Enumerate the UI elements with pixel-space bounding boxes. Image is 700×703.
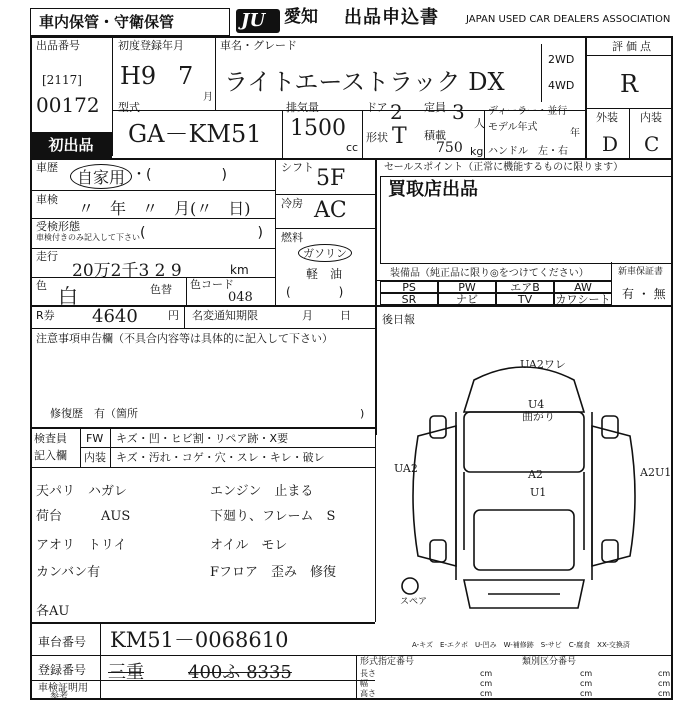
lot-label: 出品番号: [36, 39, 80, 52]
shape-label: 形状: [366, 131, 388, 144]
remark-left-line: 天パリ ハガレ: [36, 484, 128, 499]
interior-check-label: 内装: [84, 451, 106, 464]
chassis-value: KM51－0068610: [110, 628, 289, 652]
color-value: 白: [58, 284, 78, 308]
chassis-label: 車台番号: [38, 635, 87, 649]
warranty-value: 有 ・ 無: [622, 287, 666, 301]
repair-label: 修復歴 有（箇所: [50, 407, 138, 420]
dims-unit: cm: [480, 689, 493, 698]
remark-right-line: オイル モレ: [210, 538, 288, 553]
inspection-label: 車検: [36, 193, 58, 206]
equipment-item: カワシート: [555, 293, 611, 306]
rating-value: R: [620, 70, 639, 98]
org-name: 愛知: [284, 7, 318, 27]
remark-left-line: 荷台 AUS: [36, 509, 131, 524]
model-year-label: モデル年式: [488, 122, 538, 133]
dims-row-label: 高さ: [360, 689, 376, 698]
plate-region: 三重: [108, 662, 144, 683]
registration-year: H9: [120, 62, 157, 90]
storage-badge: 車内保管・守衛保管: [30, 8, 230, 36]
dealer-label: ディーラー・並行: [488, 106, 568, 117]
registration-label: 初度登録年月: [118, 39, 184, 52]
remark-left-line: アオリ トリイ: [36, 538, 127, 553]
equipment-item: エアB: [496, 281, 554, 293]
warranty-label: 新車保証書: [618, 267, 664, 277]
load-label: 積載: [424, 129, 446, 142]
lot-code: [2117]: [42, 73, 82, 87]
equipment-item: PW: [438, 281, 496, 293]
first-listing-badge: 初出品: [30, 132, 112, 158]
doors-label: ドア: [366, 101, 388, 114]
shift-label: シフト: [281, 161, 314, 174]
dims-row-label: 幅: [360, 679, 368, 688]
mileage-label: 走行: [36, 250, 58, 263]
displacement-label: 排気量: [286, 101, 319, 114]
exterior-grade: D: [602, 132, 619, 156]
doors-value: 2: [390, 100, 403, 124]
remark-left-line: カンバン有: [36, 565, 101, 580]
notes-label: 注意事項申告欄（不具合内容等は具体的に記入して下さい）: [36, 332, 333, 345]
shape-value: T: [392, 124, 407, 149]
dims-unit: cm: [580, 679, 593, 688]
ju-logo: JU: [236, 9, 280, 33]
dims-unit: cm: [658, 669, 671, 678]
exterior-label: 外装: [596, 111, 618, 124]
fw-label: FW: [86, 432, 104, 445]
selling-points-label: セールスポイント（正常に機能するものに限ります）: [384, 162, 624, 173]
rear-label: 後日報: [382, 313, 415, 326]
lot-number: 00172: [36, 93, 100, 117]
dims-unit: cm: [480, 669, 493, 678]
handle-label: ハンドル 左・右: [488, 146, 568, 157]
car-name-label: 車名・グレード: [220, 39, 297, 52]
cert-label: 車検証明用: [38, 683, 88, 694]
remark-right-line: Fフロア 歪み 修復: [210, 565, 337, 580]
drive-4wd: 4WD: [548, 79, 575, 92]
equipment-item: SR: [380, 293, 438, 305]
aircon-value: AC: [314, 198, 347, 223]
association-name: JAPAN USED CAR DEALERS ASSOCIATION: [466, 14, 671, 25]
remark-right-line: エンジン 止まる: [210, 484, 314, 499]
car-name: ライトエーストラック DX: [224, 68, 505, 96]
spare-label: スペア: [400, 597, 428, 607]
shift-value: 5F: [316, 166, 346, 191]
plate-number: 400ふ 8335: [188, 662, 292, 683]
plate-label: 登録番号: [38, 663, 87, 677]
color-code-label: 色コード: [190, 278, 234, 291]
dims-unit: cm: [480, 679, 493, 688]
dims-class-label: 類別区分番号: [522, 657, 577, 667]
inspection-date: 〃 年 〃 月(〃 日): [78, 199, 251, 218]
recycle-label: R券: [36, 309, 55, 322]
remark-left-line: 各AU: [36, 604, 70, 619]
interior-label: 内装: [640, 111, 662, 124]
displacement-value: 1500: [290, 116, 346, 141]
entry-label: 記入欄: [34, 449, 67, 462]
remark-right-line: 下廻り、フレーム S: [210, 509, 336, 524]
dims-unit: cm: [658, 679, 671, 688]
interior-grade: C: [644, 132, 660, 156]
model-value: GA－KM51: [128, 120, 262, 148]
inspector-label: 検査員: [34, 432, 67, 445]
fuel-label: 燃料: [281, 231, 303, 244]
car-damage-diagram: [378, 340, 670, 640]
dims-row-label: 長さ: [360, 669, 376, 678]
selling-points-value: 買取店出品: [388, 179, 478, 200]
color-label: 色: [36, 279, 47, 292]
equipment-label: 装備品（純正品に限り◎をつけてください）: [390, 268, 589, 279]
drive-2wd: 2WD: [548, 53, 575, 66]
form-title: 出品申込書: [344, 7, 439, 28]
name-change-label: 名変通知期限: [192, 309, 258, 322]
color-change-label: 色替: [150, 283, 172, 296]
dims-type-label: 形式指定番号: [360, 657, 415, 667]
load-value: 750: [436, 140, 463, 156]
dims-unit: cm: [658, 689, 671, 698]
mileage-value: 20万2千3 2 9: [72, 261, 182, 281]
fuel-selected: ガソリン: [298, 244, 352, 262]
rating-label: 評価点: [612, 40, 654, 53]
model-label: 型式: [118, 101, 140, 114]
equipment-item: AW: [554, 281, 612, 293]
equipment-item: PS: [380, 281, 438, 293]
capacity-value: 3: [452, 100, 465, 124]
registration-month: 7: [178, 62, 194, 90]
equipment-item: TV: [496, 293, 554, 305]
capacity-label: 定員: [424, 101, 446, 114]
aircon-label: 冷房: [281, 197, 303, 210]
equipment-item: ナビ: [438, 293, 496, 305]
dims-unit: cm: [580, 689, 593, 698]
recipient-label: 受検形態: [36, 220, 80, 233]
damage-legend: A-キズ E-エクボ U-凹み W-補修跡 S-サビ C-腐食 XX-交換済: [412, 641, 630, 649]
recycle-value: 4640: [92, 306, 138, 327]
usage-label: 車歴: [36, 161, 58, 174]
dims-unit: cm: [580, 669, 593, 678]
usage-value: 自家用: [70, 164, 132, 189]
color-code: 048: [228, 290, 253, 305]
